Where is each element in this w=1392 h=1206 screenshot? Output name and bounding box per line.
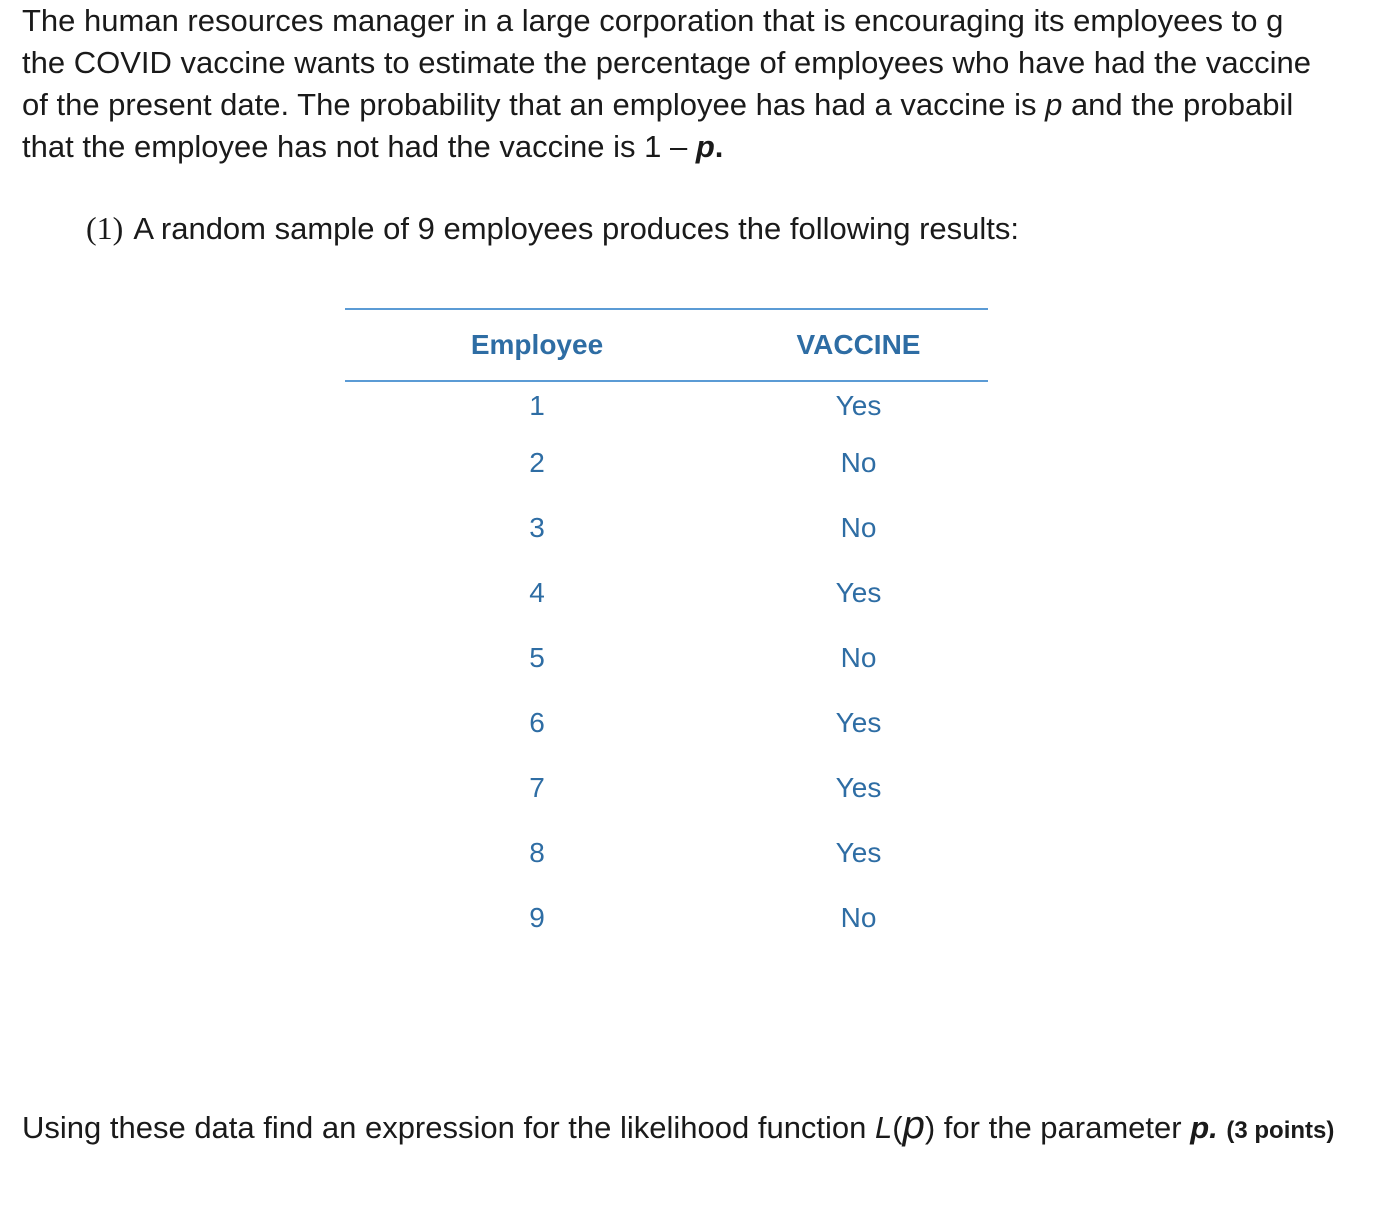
- cell-vaccine: Yes: [835, 576, 882, 608]
- table-row: [345, 820, 988, 885]
- cell-vaccine: Yes: [835, 390, 882, 421]
- intro-line-2: the COVID vaccine wants to estimate the percentage of employees who have had the vaccine: [22, 45, 1311, 80]
- cell-employee: 4: [529, 576, 545, 608]
- problem-intro: [22, 0, 1392, 168]
- cell-vaccine: No: [840, 446, 877, 478]
- cell-employee: 1: [529, 390, 545, 421]
- cell-vaccine: No: [840, 901, 877, 933]
- table-row: [345, 625, 988, 690]
- cell-employee: 7: [529, 771, 545, 803]
- footer-text-a: Using these data find an expression for the likelihood function: [22, 1110, 876, 1145]
- footer-text-b: for the parameter: [935, 1110, 1191, 1145]
- cell-vaccine: Yes: [835, 836, 882, 868]
- intro-line-3-text-a: of the present date. The probability that an employee has had a vaccine is: [22, 87, 1046, 122]
- cell-vaccine: No: [840, 641, 877, 673]
- question-likelihood: [22, 1104, 1382, 1152]
- question-number: (1): [86, 210, 124, 246]
- header-employee: Employee: [470, 329, 604, 360]
- intro-line-3: [22, 84, 1392, 126]
- cell-vaccine: No: [840, 511, 877, 543]
- cell-employee: 8: [529, 836, 545, 868]
- table-row: [345, 755, 988, 820]
- function-L: L: [875, 1110, 893, 1145]
- table-row: [345, 885, 988, 950]
- table-row: [345, 560, 988, 625]
- cell-vaccine: Yes: [835, 706, 882, 738]
- intro-line-4-period: .: [714, 129, 724, 164]
- table-row: [345, 690, 988, 755]
- variable-p-bold: p: [695, 129, 715, 164]
- table-row: [345, 430, 988, 495]
- cell-vaccine: Yes: [835, 771, 882, 803]
- table-body: [345, 382, 988, 950]
- question-1: [86, 207, 1019, 250]
- cell-employee: 3: [529, 511, 545, 543]
- table-row: [345, 382, 988, 430]
- cell-employee: 5: [529, 641, 545, 673]
- function-close-paren: ): [924, 1110, 936, 1145]
- intro-line-4-text-a: that the employee has not had the vaccine is 1 –: [22, 129, 696, 164]
- points-label: (3 points): [1226, 1117, 1335, 1144]
- intro-line-1: The human resources manager in a large corporation that is encouraging its employees to g: [22, 3, 1284, 38]
- table-row: [345, 495, 988, 560]
- results-table: [345, 308, 988, 950]
- variable-p: p: [1045, 87, 1063, 122]
- cell-employee: 9: [529, 901, 545, 933]
- function-arg-p: p: [902, 1103, 925, 1147]
- cell-employee: 2: [529, 446, 545, 478]
- intro-line-4: [22, 126, 1392, 168]
- cell-employee: 6: [529, 706, 545, 738]
- header-vaccine: VACCINE: [796, 329, 921, 360]
- table-header-row: [345, 310, 988, 380]
- function-open-paren: (: [892, 1110, 903, 1145]
- intro-line-3-text-b: and the probabil: [1062, 87, 1294, 122]
- question-text: A random sample of 9 employees produces the following results:: [133, 211, 1020, 246]
- footer-param: p.: [1190, 1110, 1218, 1145]
